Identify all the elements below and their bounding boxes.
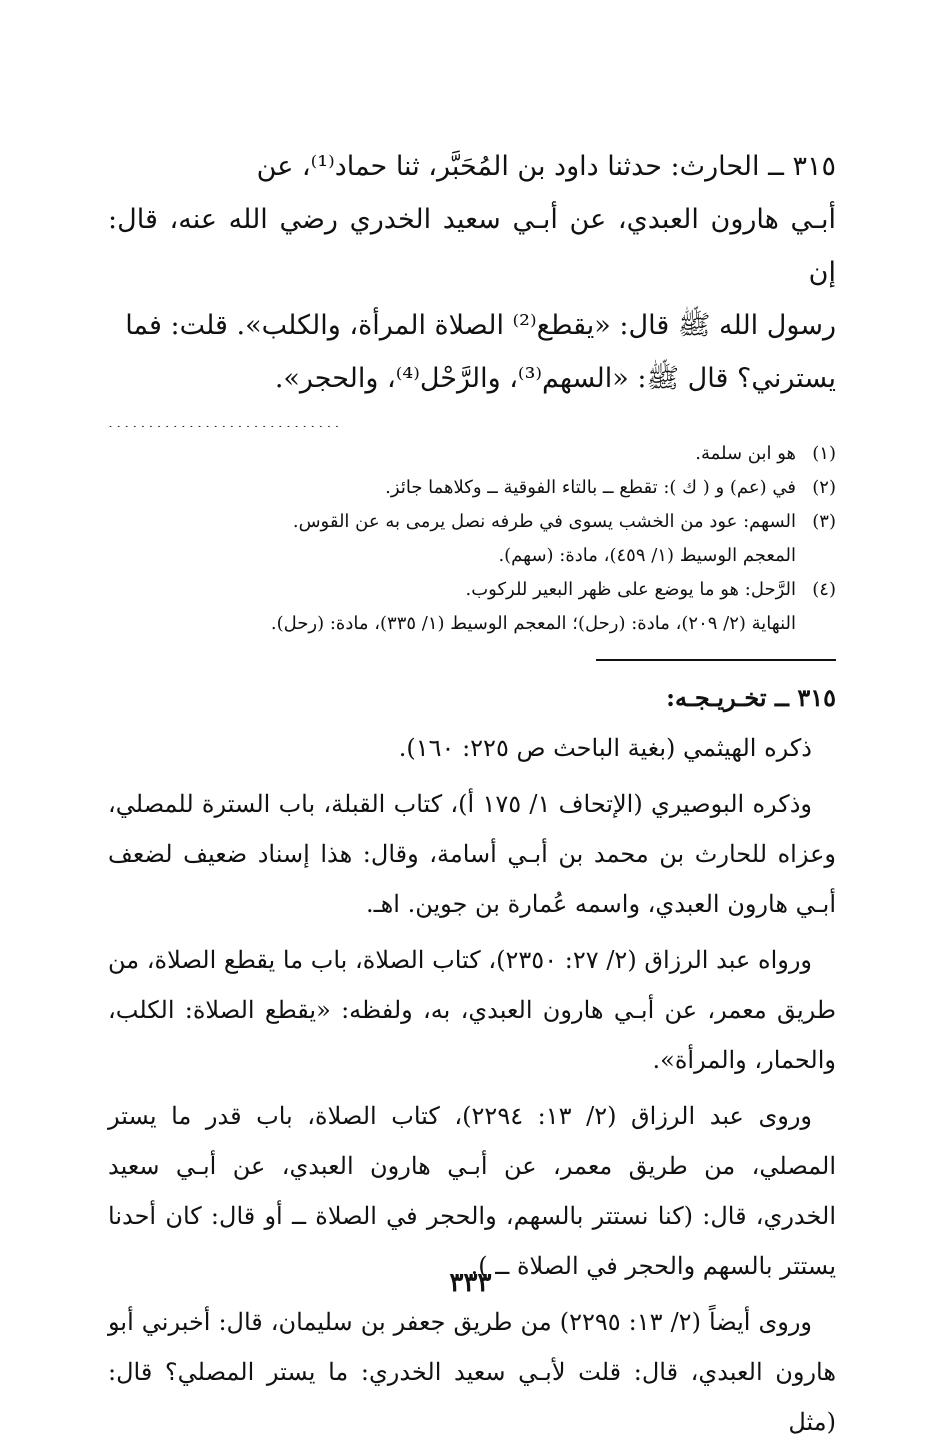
page-content — [108, 140, 836, 1453]
footnotes — [108, 437, 836, 641]
footnote-line: هو ابن سلمة. — [695, 443, 796, 464]
footnote-separator: ............................. — [108, 413, 343, 427]
footnote-3 — [108, 505, 836, 573]
takhrij-paragraph: ذكره الهيثمي (بغية الباحث ص ٢٢٥: ١٦٠). — [398, 734, 812, 762]
hadith-line: يسترني؟ قال ﷺ: «السهم⁽³⁾، والرَّحْل⁽⁴⁾، والحجر». — [274, 363, 836, 394]
footnote-number: (٣) — [812, 511, 836, 532]
footnote-number: (٤) — [812, 579, 836, 600]
takhrij-paragraph: ورواه عبد الرزاق (٢/ ٢٧: ٢٣٥٠)، كتاب الصلاة، باب ما يقطع الصلاة، من طريق معمر، عن أبـي هارون العبدي، به، ولفظه: «يقطع الصلاة: الكلب، والحمار، والمرأة». — [108, 946, 836, 1074]
hadith-line: أبـي هارون العبدي، عن أبـي سعيد الخدري رضي الله عنه، قال: إن — [108, 204, 836, 288]
section-divider — [596, 659, 836, 661]
footnote-line: المعجم الوسيط (١/ ٤٥٩)، مادة: (سهم). — [498, 545, 796, 566]
footnote-line: السهم: عود من الخشب يسوى في طرفه نصل يرمى به عن القوس. — [292, 511, 796, 532]
hadith-line: ٣١٥ ــ الحارث: حدثنا داود بن المُحَبَّر، ثنا حماد⁽¹⁾، عن — [256, 151, 836, 182]
takhrij-section — [108, 673, 836, 1447]
footnote-4 — [108, 573, 836, 641]
footnote-1 — [108, 437, 836, 471]
takhrij-paragraph: وروى أيضاً (٢/ ١٣: ٢٢٩٥) من طريق جعفر بن سليمان، قال: أخبرني أبو هارون العبدي، قال: قلت لأبـي سعيد الخدري: ما يستر المصلي؟ قال: (مثل — [108, 1308, 836, 1436]
footnote-line: في (عم) و ( ك ): تقطع ــ بالتاء الفوقية ــ وكلاهما جائز. — [385, 477, 796, 498]
takhrij-title: ٣١٥ ــ تخـريـجـه: — [666, 683, 836, 712]
footnote-line: النهاية (٢/ ٢٠٩)، مادة: (رحل)؛ المعجم الوسيط (١/ ٣٣٥)، مادة: (رحل). — [270, 613, 796, 634]
footnote-line: الرَّحل: هو ما يوضع على ظهر البعير للركوب. — [465, 579, 796, 600]
footnote-2 — [108, 471, 836, 505]
takhrij-paragraph: وروى عبد الرزاق (٢/ ١٣: ٢٢٩٤)، كتاب الصلاة، باب قدر ما يستر المصلي، من طريق معمر، عن أبـي هارون العبدي، عن أبـي سعيد الخدري، قال: (كنا نستتر بالسهم، والحجر في الصلاة ــ أو قال: كان أحدنا يستتر بالسهم والحجر في الصلاة ــ ). — [108, 1102, 836, 1280]
footnote-number: (١) — [812, 443, 836, 464]
hadith-text — [108, 140, 836, 405]
footnote-number: (٢) — [812, 477, 836, 498]
page-number: ٣٣٣ — [449, 1268, 492, 1298]
takhrij-paragraph: وذكره البوصيري (الإتحاف ١/ ١٧٥ أ)، كتاب القبلة، باب السترة للمصلي، وعزاه للحارث بن محمد بن أبـي أسامة، وقال: هذا إسناد ضعيف لضعف أبـي هارون العبدي، واسمه عُمارة بن جوين. اهـ. — [108, 790, 836, 918]
hadith-line: رسول الله ﷺ قال: «يقطع⁽²⁾ الصلاة المرأة، والكلب». قلت: فما — [125, 310, 836, 341]
